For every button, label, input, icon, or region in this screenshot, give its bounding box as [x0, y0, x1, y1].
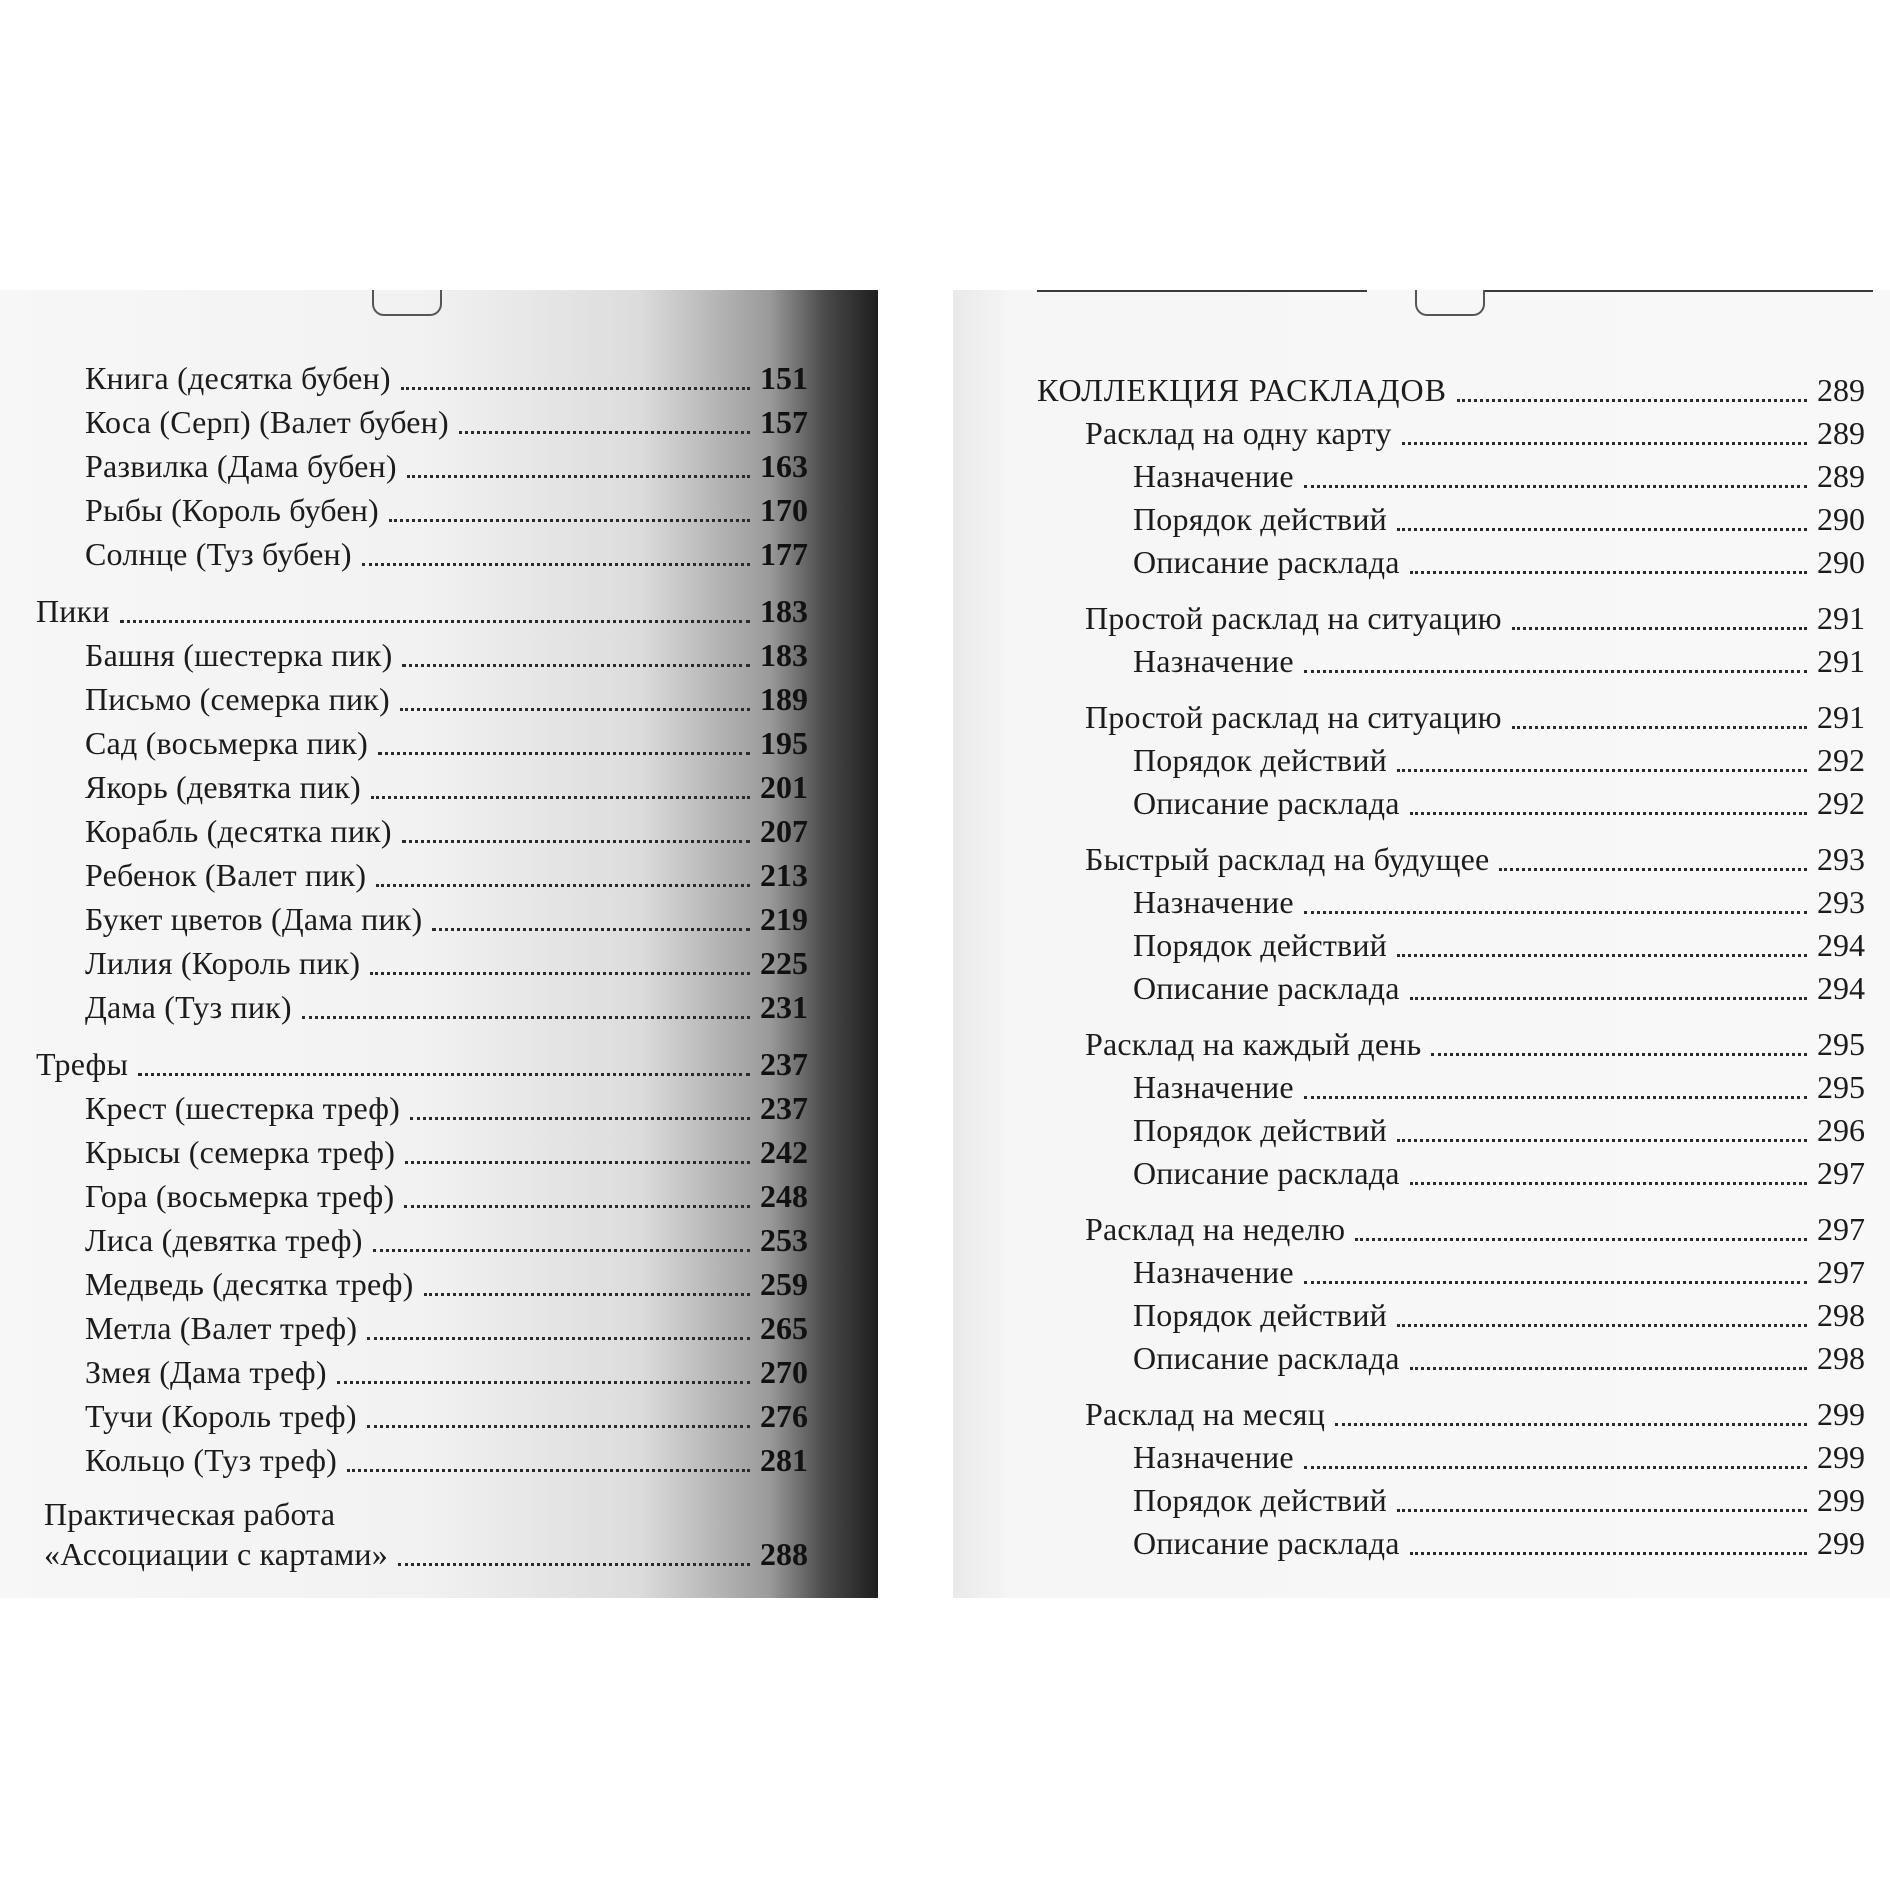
toc-entry — [1133, 456, 1865, 496]
toc-leader-dots — [459, 430, 750, 434]
toc-page-number: 276 — [760, 1398, 808, 1434]
toc-entry — [85, 358, 808, 398]
toc-entry — [85, 534, 808, 574]
toc-entry — [85, 855, 808, 895]
toc-entry-text: Крысы (семерка треф) — [85, 1134, 396, 1170]
toc-entry-text: Назначение — [1133, 458, 1294, 494]
toc-leader-dots — [1397, 768, 1807, 772]
toc-leader-dots — [1335, 1422, 1807, 1426]
toc-leader-dots — [410, 1116, 750, 1120]
toc-leader-dots — [1402, 441, 1807, 445]
toc-page-number: 299 — [1817, 1396, 1865, 1432]
toc-page-number: 207 — [760, 813, 808, 849]
toc-entry — [85, 446, 808, 486]
toc-leader-dots — [1304, 669, 1807, 673]
toc-leader-dots — [337, 1380, 750, 1384]
toc-page-number: 298 — [1817, 1297, 1865, 1333]
left-book-page — [0, 290, 878, 1598]
toc-entry-text: Медведь (десятка треф) — [85, 1266, 414, 1302]
toc-entry-text: Гора (восьмерка треф) — [85, 1178, 395, 1214]
toc-entry-text: Письмо (семерка пик) — [85, 681, 390, 717]
toc-entry — [85, 1220, 808, 1260]
toc-leader-dots — [400, 707, 750, 711]
toc-entry — [85, 899, 808, 939]
toc-entry-text: Порядок действий — [1133, 1482, 1388, 1518]
toc-page-number: 295 — [1817, 1026, 1865, 1062]
toc-entry — [85, 490, 808, 530]
toc-page-number: 293 — [1817, 841, 1865, 877]
toc-page-number: 289 — [1817, 372, 1865, 408]
toc-entry-text: Метла (Валет треф) — [85, 1310, 358, 1346]
toc-leader-dots — [1397, 527, 1807, 531]
toc-page-number: 213 — [760, 857, 808, 893]
toc-page-number: 248 — [760, 1178, 808, 1214]
toc-page-number: 294 — [1817, 927, 1865, 963]
toc-leader-dots — [398, 1562, 750, 1566]
toc-page-number: 290 — [1817, 501, 1865, 537]
toc-leader-dots — [120, 619, 750, 623]
toc-entry-text: Лилия (Король пик) — [85, 945, 361, 981]
toc-entry-text: Расклад на неделю — [1085, 1211, 1346, 1247]
toc-entry-text: Дама (Туз пик) — [85, 989, 292, 1025]
toc-entry-text: Описание расклада — [1133, 1155, 1400, 1191]
toc-leader-dots — [1397, 1508, 1807, 1512]
toc-entry — [36, 1044, 808, 1084]
toc-entry — [1133, 968, 1865, 1008]
toc-page-number: 292 — [1817, 742, 1865, 778]
toc-entry — [85, 1308, 808, 1348]
toc-page-number: 293 — [1817, 884, 1865, 920]
toc-leader-dots — [1397, 1323, 1807, 1327]
toc-leader-dots — [1304, 1095, 1807, 1099]
toc-entry — [1133, 1153, 1865, 1193]
toc-entry-practical-title — [44, 1494, 744, 1534]
toc-entry — [85, 635, 808, 675]
toc-page-number: 157 — [760, 404, 808, 440]
toc-page-number: 170 — [760, 492, 808, 528]
toc-leader-dots — [1410, 1551, 1807, 1555]
toc-entry-text: Рыбы (Король бубен) — [85, 492, 379, 528]
toc-entry-text: «Ассоциации с картами» — [44, 1536, 388, 1572]
toc-entry — [1085, 697, 1865, 737]
toc-entry — [1133, 1252, 1865, 1292]
toc-leader-dots — [302, 1015, 750, 1019]
toc-page-number: 291 — [1817, 600, 1865, 636]
toc-leader-dots — [402, 663, 750, 667]
toc-entry-text: Описание расклада — [1133, 1340, 1400, 1376]
toc-entry — [1085, 413, 1865, 453]
toc-leader-dots — [1355, 1237, 1807, 1241]
toc-page-number: 219 — [760, 901, 808, 937]
toc-entry — [1133, 1295, 1865, 1335]
toc-leader-dots — [376, 883, 750, 887]
toc-entry-text: Порядок действий — [1133, 501, 1388, 537]
toc-entry — [1037, 370, 1865, 410]
toc-page-number: 291 — [1817, 699, 1865, 735]
toc-page-number: 242 — [760, 1134, 808, 1170]
toc-page-number: 297 — [1817, 1211, 1865, 1247]
toc-entry — [85, 987, 808, 1027]
toc-page-number: 163 — [760, 448, 808, 484]
toc-page-number: 297 — [1817, 1155, 1865, 1191]
toc-page-number: 237 — [760, 1046, 808, 1082]
toc-leader-dots — [1410, 996, 1807, 1000]
toc-entry-text: Назначение — [1133, 1069, 1294, 1105]
toc-page-number: 201 — [760, 769, 808, 805]
toc-entry — [1133, 1437, 1865, 1477]
toc-entry — [85, 1264, 808, 1304]
toc-page-number: 288 — [760, 1536, 808, 1572]
toc-entry-text: Быстрый расклад на будущее — [1085, 841, 1490, 877]
toc-leader-dots — [402, 839, 750, 843]
toc-entry — [85, 1352, 808, 1392]
toc-leader-dots — [1410, 570, 1807, 574]
toc-entry-text: Букет цветов (Дама пик) — [85, 901, 423, 937]
toc-leader-dots — [407, 474, 750, 478]
toc-page-number: 299 — [1817, 1525, 1865, 1561]
toc-entry-text: Описание расклада — [1133, 785, 1400, 821]
toc-entry — [1133, 542, 1865, 582]
toc-entry — [1085, 839, 1865, 879]
toc-page-number: 237 — [760, 1090, 808, 1126]
toc-leader-dots — [138, 1072, 750, 1076]
toc-page-number: 290 — [1817, 544, 1865, 580]
toc-entry — [1133, 1523, 1865, 1563]
toc-leader-dots — [367, 1424, 750, 1428]
toc-entry — [85, 811, 808, 851]
toc-entry-text: Порядок действий — [1133, 742, 1388, 778]
right-table-of-contents — [953, 290, 1890, 1598]
toc-entry — [1133, 740, 1865, 780]
toc-entry-text: Порядок действий — [1133, 1297, 1388, 1333]
toc-page-number: 270 — [760, 1354, 808, 1390]
toc-entry — [1133, 641, 1865, 681]
toc-leader-dots — [1410, 1181, 1807, 1185]
toc-entry — [85, 1132, 808, 1172]
toc-leader-dots — [1512, 626, 1807, 630]
toc-entry — [85, 723, 808, 763]
toc-entry-text: Развилка (Дама бубен) — [85, 448, 397, 484]
toc-page-number: 289 — [1817, 415, 1865, 451]
toc-page-number: 225 — [760, 945, 808, 981]
toc-entry — [1133, 1110, 1865, 1150]
toc-entry — [1133, 1338, 1865, 1378]
toc-entry-text: Кольцо (Туз треф) — [85, 1442, 338, 1478]
toc-page-number: 281 — [760, 1442, 808, 1478]
toc-leader-dots — [405, 1160, 750, 1164]
toc-leader-dots — [367, 1336, 750, 1340]
toc-page-number: 183 — [760, 593, 808, 629]
toc-leader-dots — [1304, 484, 1807, 488]
toc-entry-text: Трефы — [36, 1046, 129, 1082]
toc-entry-text: Корабль (десятка пик) — [85, 813, 392, 849]
toc-page-number: 265 — [760, 1310, 808, 1346]
toc-entry — [1133, 1067, 1865, 1107]
toc-entry-text: Якорь (девятка пик) — [85, 769, 361, 805]
toc-entry — [85, 402, 808, 442]
toc-entry-practical — [44, 1534, 808, 1574]
toc-leader-dots — [404, 1204, 750, 1208]
toc-entry — [1085, 1394, 1865, 1434]
toc-leader-dots — [432, 927, 750, 931]
toc-entry — [85, 679, 808, 719]
toc-entry-text: Коса (Серп) (Валет бубен) — [85, 404, 449, 440]
toc-leader-dots — [1457, 398, 1807, 402]
toc-entry — [85, 1176, 808, 1216]
toc-leader-dots — [373, 1248, 750, 1252]
toc-leader-dots — [370, 971, 750, 975]
toc-page-number: 189 — [760, 681, 808, 717]
toc-leader-dots — [401, 386, 750, 390]
toc-entry-text: Описание расклада — [1133, 544, 1400, 580]
toc-entry-text: Расклад на каждый день — [1085, 1026, 1422, 1062]
toc-entry-text: Простой расклад на ситуацию — [1085, 600, 1502, 636]
toc-entry — [1085, 1024, 1865, 1064]
toc-entry-text: Назначение — [1133, 884, 1294, 920]
toc-page-number: 259 — [760, 1266, 808, 1302]
toc-page-number: 291 — [1817, 643, 1865, 679]
toc-entry-text: Лиса (девятка треф) — [85, 1222, 363, 1258]
toc-page-number: 299 — [1817, 1439, 1865, 1475]
toc-leader-dots — [1410, 1366, 1807, 1370]
toc-entry-text: Ребенок (Валет пик) — [85, 857, 367, 893]
toc-leader-dots — [1397, 953, 1807, 957]
toc-leader-dots — [424, 1292, 750, 1296]
toc-page-number: 292 — [1817, 785, 1865, 821]
toc-leader-dots — [371, 795, 750, 799]
toc-leader-dots — [1512, 725, 1807, 729]
toc-entry-text: Пики — [36, 593, 110, 629]
toc-entry-text: Расклад на месяц — [1085, 1396, 1326, 1432]
toc-entry-text: Порядок действий — [1133, 927, 1388, 963]
toc-entry — [85, 1088, 808, 1128]
toc-entry-text: Тучи (Король треф) — [85, 1398, 357, 1434]
toc-entry-text: Крест (шестерка треф) — [85, 1090, 401, 1126]
toc-page-number: 231 — [760, 989, 808, 1025]
toc-entry — [85, 943, 808, 983]
toc-leader-dots — [1304, 1465, 1807, 1469]
left-table-of-contents — [0, 290, 878, 1598]
toc-page-number: 296 — [1817, 1112, 1865, 1148]
toc-leader-dots — [1304, 910, 1807, 914]
toc-entry-text: Башня (шестерка пик) — [85, 637, 393, 673]
toc-entry-text: КОЛЛЕКЦИЯ РАСКЛАДОВ — [1037, 372, 1447, 408]
toc-entry — [1085, 1209, 1865, 1249]
toc-page-number: 151 — [760, 360, 808, 396]
toc-page-number: 294 — [1817, 970, 1865, 1006]
toc-entry-text: Описание расклада — [1133, 970, 1400, 1006]
toc-entry-text: Змея (Дама треф) — [85, 1354, 327, 1390]
toc-entry — [85, 767, 808, 807]
toc-leader-dots — [1304, 1280, 1807, 1284]
toc-entry-text: Описание расклада — [1133, 1525, 1400, 1561]
toc-entry-text: Назначение — [1133, 1254, 1294, 1290]
toc-entry — [1133, 499, 1865, 539]
toc-entry-text: Книга (десятка бубен) — [85, 360, 391, 396]
toc-page-number: 177 — [760, 536, 808, 572]
toc-page-number: 183 — [760, 637, 808, 673]
toc-entry — [1085, 598, 1865, 638]
toc-page-number: 297 — [1817, 1254, 1865, 1290]
toc-page-number: 299 — [1817, 1482, 1865, 1518]
toc-entry-text: Солнце (Туз бубен) — [85, 536, 352, 572]
toc-entry — [1133, 882, 1865, 922]
toc-entry — [85, 1396, 808, 1436]
toc-entry — [1133, 783, 1865, 823]
toc-entry — [36, 591, 808, 631]
toc-page-number: 295 — [1817, 1069, 1865, 1105]
toc-leader-dots — [362, 562, 750, 566]
toc-entry-text: Порядок действий — [1133, 1112, 1388, 1148]
toc-entry-text: Назначение — [1133, 643, 1294, 679]
right-book-page — [953, 290, 1890, 1598]
toc-page-number: 298 — [1817, 1340, 1865, 1376]
toc-entry-text: Назначение — [1133, 1439, 1294, 1475]
toc-leader-dots — [378, 751, 750, 755]
toc-page-number: 253 — [760, 1222, 808, 1258]
toc-entry-text: Расклад на одну карту — [1085, 415, 1392, 451]
toc-leader-dots — [389, 518, 750, 522]
toc-leader-dots — [1397, 1138, 1807, 1142]
toc-page-number: 289 — [1817, 458, 1865, 494]
toc-page-number: 195 — [760, 725, 808, 761]
toc-entry — [1133, 925, 1865, 965]
toc-entry — [1133, 1480, 1865, 1520]
toc-entry-text: Сад (восьмерка пик) — [85, 725, 368, 761]
toc-entry — [85, 1440, 808, 1480]
toc-leader-dots — [347, 1468, 750, 1472]
toc-entry-text: Простой расклад на ситуацию — [1085, 699, 1502, 735]
toc-leader-dots — [1499, 867, 1807, 871]
toc-leader-dots — [1431, 1052, 1807, 1056]
toc-leader-dots — [1410, 811, 1807, 815]
toc-entry-text: Практическая работа — [44, 1496, 336, 1532]
